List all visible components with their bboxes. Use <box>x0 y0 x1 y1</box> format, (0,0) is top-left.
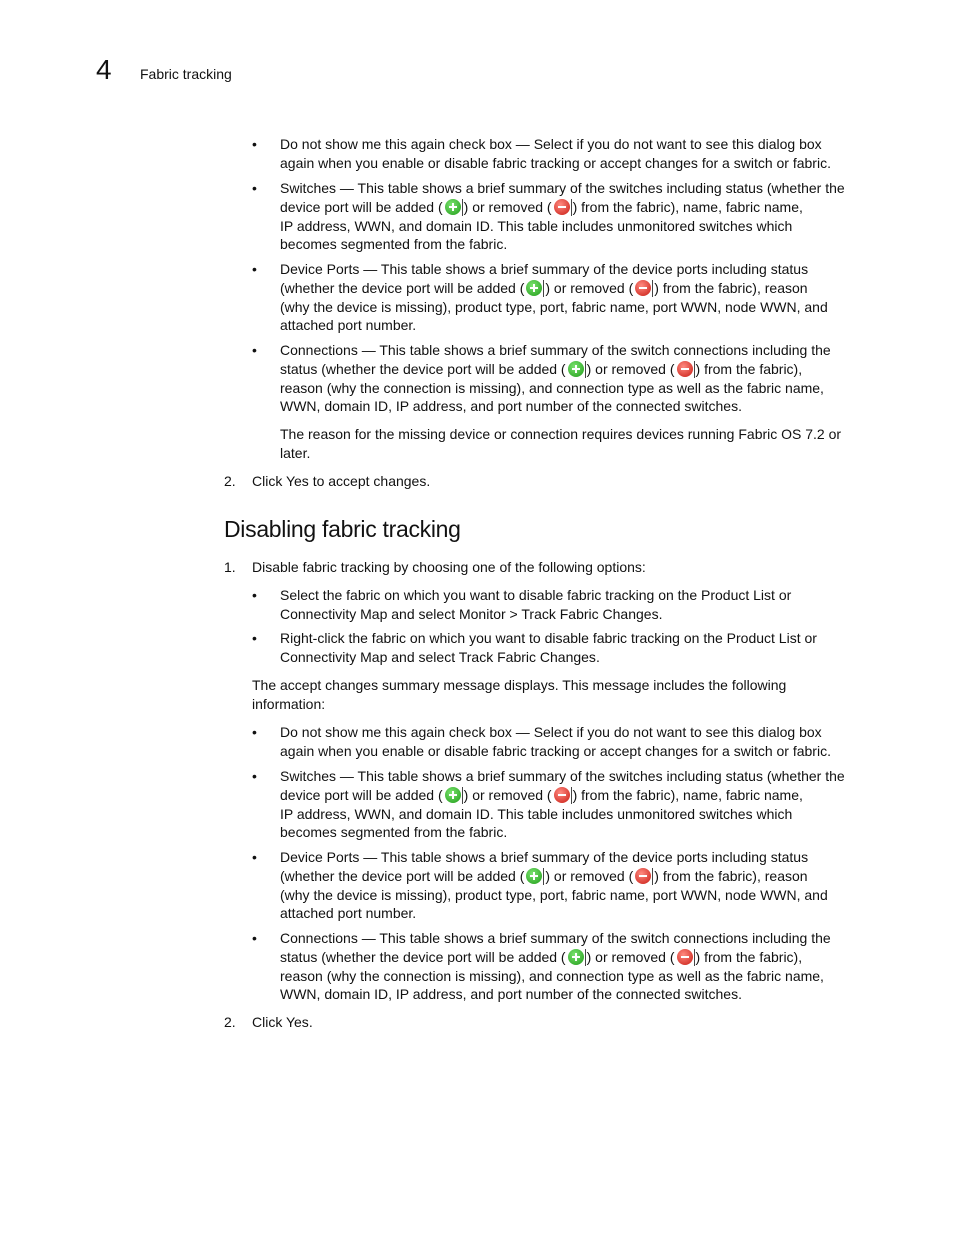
term-device-ports: Device Ports <box>280 849 360 865</box>
term-do-not-show: Do not show me this again <box>280 136 445 152</box>
bullet-text: ) from the fabric), reason <box>654 867 808 884</box>
icon-border <box>694 361 695 378</box>
bullet-switches <box>252 767 892 843</box>
bullet-text: attached port number. <box>280 317 417 334</box>
bullet-dot: • <box>252 630 257 646</box>
bullet-text: — This table shows a brief summary of the switches including status (whether the <box>336 768 845 784</box>
bullet-text: ) or removed ( <box>586 360 675 377</box>
bullet-text: — This table shows a brief summary of the switches including status (whether the <box>336 180 845 196</box>
intro-text: information: <box>252 695 326 712</box>
bullet-dot: • <box>252 930 257 946</box>
intro-text: The accept changes summary message displays. This message includes the following <box>252 677 787 693</box>
term-do-not-show: Do not show me this again <box>280 724 445 740</box>
bullet-text: IP address, WWN, and domain ID. This table includes unmonitored switches which <box>280 217 793 234</box>
bullet-text: attached port number. <box>280 905 417 922</box>
bullet-text: status (whether the device port will be added ( <box>280 360 566 377</box>
bullet-text: ) from the fabric), <box>695 948 803 965</box>
bullet-text: (why the device is missing), product type, port, fabric name, port WWN, node WWN, and <box>280 298 828 315</box>
green-plus-icon <box>445 787 461 803</box>
icon-border <box>585 949 586 966</box>
step-number: 1. <box>224 559 236 575</box>
bullet-text: (whether the device port will be added ( <box>280 867 525 884</box>
bullet-text: ) or removed ( <box>463 198 552 215</box>
option-monitor-menu <box>252 586 892 626</box>
step-text: Click <box>252 1014 286 1030</box>
bullet-text: — This table shows a brief summary of the device ports including status <box>359 261 809 277</box>
bullet-text: — This table shows a brief summary of the switch connections including the <box>357 342 831 358</box>
step-text: Click <box>252 473 286 489</box>
menu-item-track-fabric-changes: Track Fabric Changes <box>458 648 596 665</box>
bullet-dot: • <box>252 261 257 277</box>
bullet-text: ) or removed ( <box>545 279 634 296</box>
chapter-title: Fabric tracking <box>140 66 232 82</box>
bullet-dot: • <box>252 342 257 358</box>
green-plus-icon <box>568 361 584 377</box>
step-2-click-yes <box>224 1013 874 1033</box>
bullet-dot: • <box>252 724 257 740</box>
term-yes: Yes <box>285 473 309 489</box>
bullet-do-not-show <box>252 135 892 175</box>
step-number: 2. <box>224 1014 236 1030</box>
bullet-dot: • <box>252 180 257 196</box>
bullet-text: Right-click the fabric on which you want to disable fabric tracking on the Product List or <box>280 630 817 646</box>
bullet-text: . <box>595 648 600 665</box>
icon-border <box>571 199 572 216</box>
bullet-text: device port will be added ( <box>280 786 443 803</box>
bullet-device-ports <box>252 848 892 924</box>
bullet-dot: • <box>252 849 257 865</box>
step-2-accept <box>224 472 874 492</box>
icon-border <box>585 361 586 378</box>
bullet-dot: • <box>252 136 257 152</box>
bullet-text: ) or removed ( <box>586 948 675 965</box>
bullet-text: (whether the device port will be added ( <box>280 279 525 296</box>
bullet-text: ) from the fabric), name, fabric name, <box>572 786 803 803</box>
step-text: Disable fabric tracking by choosing one of the following options: <box>252 559 646 575</box>
bullet-text: Connectivity Map and select <box>280 648 459 665</box>
bullet-text: Connectivity Map and select <box>280 605 459 622</box>
bullet-text: WWN, domain ID, IP address, and port number of the connected switches. <box>280 398 742 415</box>
note-text: The reason for the missing device or connection requires devices running Fabric OS 7.2 or <box>280 426 842 442</box>
green-plus-icon <box>526 868 542 884</box>
note-text: later. <box>280 444 311 461</box>
green-plus-icon <box>445 199 461 215</box>
bullet-text: again when you enable or disable fabric tracking or accept changes for a switch or fabric. <box>280 154 831 171</box>
red-minus-icon <box>635 280 651 296</box>
green-plus-icon <box>568 949 584 965</box>
red-minus-icon <box>554 787 570 803</box>
red-minus-icon <box>635 868 651 884</box>
bullet-text: — This table shows a brief summary of the switch connections including the <box>357 930 831 946</box>
red-minus-icon <box>677 949 693 965</box>
bullet-text: check box — Select if you do not want to see this dialog box <box>444 724 822 740</box>
term-device-ports: Device Ports <box>280 261 360 277</box>
icon-border <box>462 787 463 804</box>
term-connections: Connections <box>280 930 358 946</box>
term-switches: Switches <box>280 768 337 784</box>
term-switches: Switches <box>280 180 337 196</box>
bullet-text: ) or removed ( <box>463 786 552 803</box>
bullet-connections <box>252 929 892 1005</box>
bullet-connections <box>252 341 892 417</box>
bullet-text: ) from the fabric), reason <box>654 279 808 296</box>
bullet-text: ) from the fabric), name, fabric name, <box>572 198 803 215</box>
bullet-text: WWN, domain ID, IP address, and port number of the connected switches. <box>280 986 742 1003</box>
icon-border <box>462 199 463 216</box>
bullet-switches <box>252 179 892 255</box>
bullet-text: ) from the fabric), <box>695 360 803 377</box>
step-text: to accept changes. <box>308 473 431 489</box>
bullet-text: Select the fabric on which you want to disable fabric tracking on the Product List or <box>280 587 792 603</box>
bullet-text: becomes segmented from the fabric. <box>280 236 508 253</box>
bullet-text: (why the device is missing), product type, port, fabric name, port WWN, node WWN, and <box>280 886 828 903</box>
icon-border <box>571 787 572 804</box>
bullet-text: . <box>658 605 663 622</box>
bullet-dot: • <box>252 768 257 784</box>
bullet-text: check box — Select if you do not want to see this dialog box <box>444 136 822 152</box>
chapter-number: 4 <box>96 54 112 85</box>
bullet-text: becomes segmented from the fabric. <box>280 824 508 841</box>
option-right-click <box>252 629 892 669</box>
note-paragraph <box>280 425 880 463</box>
red-minus-icon <box>677 361 693 377</box>
bullet-text: again when you enable or disable fabric tracking or accept changes for a switch or fabric. <box>280 742 831 759</box>
term-yes: Yes <box>285 1014 309 1030</box>
bullet-text: ) or removed ( <box>545 867 634 884</box>
section-heading: Disabling fabric tracking <box>224 516 461 542</box>
red-minus-icon <box>554 199 570 215</box>
bullet-dot: • <box>252 587 257 603</box>
icon-border <box>694 949 695 966</box>
step-number: 2. <box>224 473 236 489</box>
bullet-text: device port will be added ( <box>280 198 443 215</box>
step-1-disable <box>224 558 874 578</box>
bullet-text: IP address, WWN, and domain ID. This table includes unmonitored switches which <box>280 805 793 822</box>
bullet-text: reason (why the connection is missing), and connection type as well as the fabric name, <box>280 967 824 984</box>
bullet-text: reason (why the connection is missing), and connection type as well as the fabric name, <box>280 379 824 396</box>
step-text: . <box>308 1014 313 1030</box>
menu-path-monitor-track: Monitor > Track Fabric Changes <box>458 605 659 622</box>
bullet-do-not-show <box>252 723 892 763</box>
bullet-text: status (whether the device port will be added ( <box>280 948 566 965</box>
green-plus-icon <box>526 280 542 296</box>
bullet-device-ports <box>252 260 892 336</box>
term-connections: Connections <box>280 342 358 358</box>
bullet-text: — This table shows a brief summary of the device ports including status <box>359 849 809 865</box>
intro-paragraph <box>252 676 872 714</box>
